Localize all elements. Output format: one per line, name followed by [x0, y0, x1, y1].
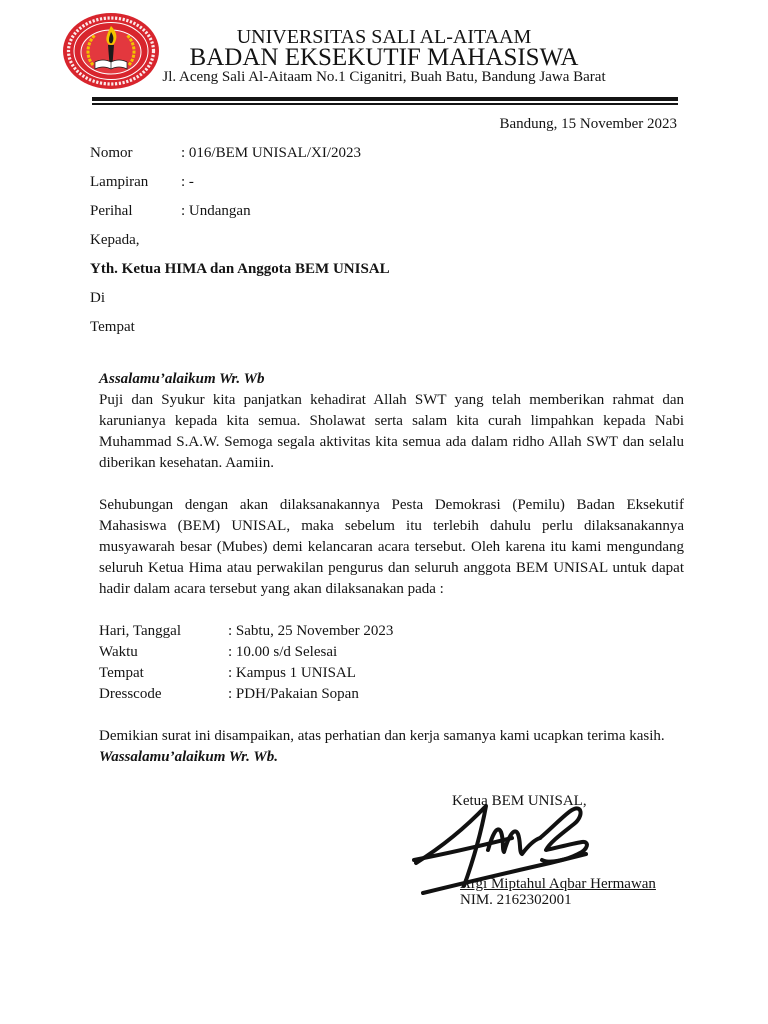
meta-row-nomor	[90, 144, 690, 173]
paragraph-line: diberikan kesehatan. Aamiin.	[99, 455, 274, 471]
letter-body	[99, 369, 684, 768]
signature-stroke-underline	[423, 854, 586, 893]
meta-value: : 016/BEM UNISAL/XI/2023	[181, 145, 361, 161]
paragraph-line: hadir dalam acara tersebut yang akan dilaksanakan pada :	[99, 581, 444, 597]
event-value: : Sabtu, 25 November 2023	[228, 623, 394, 639]
organization-name: BADAN EKSEKUTIF MAHASISWA	[189, 44, 579, 71]
event-value: : Kampus 1 UNISAL	[228, 665, 356, 681]
event-row-time	[99, 642, 684, 663]
meta-value: : Undangan	[181, 203, 251, 219]
spacer	[99, 705, 684, 726]
meta-row-lampiran	[90, 173, 690, 202]
meta-label: Nomor	[90, 145, 133, 161]
header-rule-thick	[92, 97, 678, 101]
paragraph-line: musyawarah besar (Mubes) demi kelancaran acara tersebut. Oleh karena itu kami mengundang	[99, 539, 684, 555]
spacer	[99, 474, 684, 495]
paragraph-line: seluruh Ketua Hima atau perwakilan pengurus dan seluruh anggota BEM UNISAL untuk dapat	[99, 560, 684, 576]
event-label: Dresscode	[99, 686, 162, 702]
paragraph-2	[99, 495, 684, 600]
event-label: Tempat	[99, 665, 144, 681]
recipient-place: Tempat	[90, 319, 135, 335]
spacer	[99, 600, 684, 621]
university-name: UNIVERSITAS SALI AL-AITAAM	[236, 26, 532, 48]
paragraph-line: Muhammad S.A.W. Semoga segala aktivitas kita semua ada dalam ridho Allah SWT dan selalu	[99, 434, 684, 450]
letter-meta-block	[90, 144, 690, 347]
event-row-dresscode	[99, 684, 684, 705]
meta-label: Lampiran	[90, 174, 149, 190]
recipient-greeting: Kepada,	[90, 232, 140, 248]
header-rule-thin	[92, 103, 678, 105]
signatory-name: Argi Miptahul Aqbar Hermawan	[460, 876, 656, 892]
event-row-date	[99, 621, 684, 642]
event-value: : 10.00 s/d Selesai	[228, 644, 338, 660]
paragraph-line: Mahasiswa (BEM) UNISAL, maka sebelum itu terlebih dahulu perlu dilaksanakannya	[99, 518, 684, 534]
meta-row-perihal	[90, 202, 690, 231]
recipient-at: Di	[90, 290, 105, 306]
event-label: Waktu	[99, 644, 138, 660]
event-details	[99, 621, 684, 705]
paragraph-line: Puji dan Syukur kita panjatkan kehadirat Allah SWT yang telah memberikan rahmat dan	[99, 392, 684, 408]
event-label: Hari, Tanggal	[99, 623, 181, 639]
event-value: : PDH/Pakaian Sopan	[228, 686, 359, 702]
paragraph-line: karunianya kepada kita semua. Sholawat serta salam kita curah limpahkan kepada Nabi	[99, 413, 684, 429]
event-row-place	[99, 663, 684, 684]
signatory-position: Ketua BEM UNISAL,	[452, 793, 587, 809]
meta-label: Perihal	[90, 203, 133, 219]
handwritten-signature	[400, 788, 600, 906]
signature-stroke-bar	[414, 838, 512, 860]
paragraph-line: Sehubungan dengan akan dilaksanakannya Pesta Demokrasi (Pemilu) Badan Eksekutif	[99, 497, 684, 513]
organization-address: Jl. Aceng Sali Al-Aitaam No.1 Ciganitri, Buah Batu, Bandung Jawa Barat	[162, 69, 606, 85]
meta-value: : -	[181, 174, 194, 190]
letter-date: Bandung, 15 November 2023	[499, 116, 677, 132]
recipient-addressee: Yth. Ketua HIMA dan Anggota BEM UNISAL	[90, 261, 390, 277]
opening-salutation: Assalamu’alaikum Wr. Wb	[99, 371, 265, 387]
paragraph-1	[99, 390, 684, 474]
signatory-nim: NIM. 2162302001	[460, 892, 572, 908]
farewell-salutation: Wassalamu’alaikum Wr. Wb.	[99, 749, 278, 765]
closing-sentence: Demikian surat ini disampaikan, atas perhatian dan kerja samanya kami ucapkan terima kasih.	[99, 728, 665, 744]
